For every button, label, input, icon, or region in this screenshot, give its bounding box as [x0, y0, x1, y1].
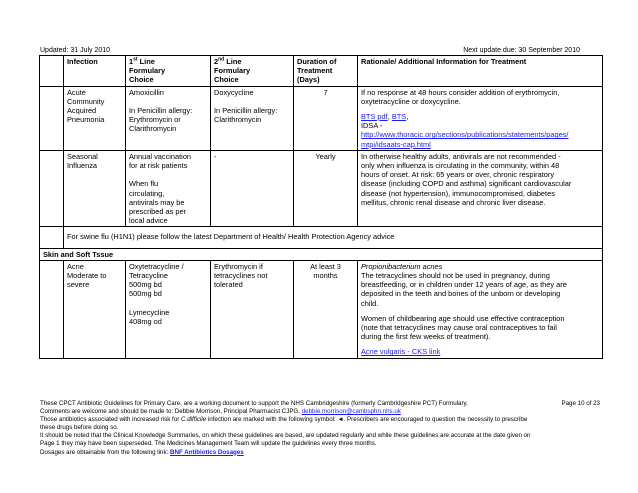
header-line	[40, 47, 598, 54]
header-rationale: Rationale/ Additional Information for Treatment	[358, 56, 603, 87]
table-row	[40, 227, 603, 248]
section-row	[40, 248, 603, 260]
organism-name: Propionibacterium acnes	[361, 261, 443, 271]
duration-cell: Yearly	[294, 150, 358, 227]
table-header-row	[40, 56, 603, 87]
infection-cell: Acute Community Acquired Pneumonia	[64, 86, 126, 150]
page-number: Page 10 of 23	[561, 400, 600, 407]
header-second-line: 2nd Line Formulary Choice	[211, 56, 294, 87]
blank-cell	[40, 56, 64, 87]
updated-date: Updated: 31 July 2010	[40, 47, 111, 54]
idsa-link[interactable]: http://www.thoracic.org/sections/publications/statements/pages/ mtpi/idsaats-cap.html	[361, 130, 569, 149]
header-infection: Infection	[64, 56, 126, 87]
rationale-cell: In otherwise healthy adults, antivirals are not recommended - only when influenza is circulating in the community, within 48 hours of onset. At risk: 65 years or over, chronic respiratory disease (including COPD and asthma) significant cardiovascular disease (not hypertension), immunocompromised, diabetes mellitus, chronic renal disease and chronic liver disease.	[358, 150, 603, 227]
header-duration: Duration of Treatment (Days)	[294, 56, 358, 87]
rationale-cell: If no response at 48 hours consider addition of erythromycin, oxytetracycline or doxycycline. BTS pdf, BTS, IDSA - http://www.thoracic.org/sections/publications/statements/pages/ mtpi/idsaats-cap.html	[358, 86, 603, 150]
second-line-cell: Erythromycin if tetracyclines not tolerated	[211, 260, 294, 358]
next-update-date: Next update due: 30 September 2010	[463, 47, 580, 54]
bts-pdf-link[interactable]: BTS pdf	[361, 112, 388, 122]
rationale-cell: Propionibacterium acnes The tetracyclines should not be used in pregnancy, during breastfeeding, or in children under 12 years of age, as they are deposited in the teeth and bones of the unborn or developing child. Women of childbearing age should use effective contraception (note that tetracyclines may cause oral contraceptives to fail during the first few weeks of treatment). Acne vulgaris - CKS link	[358, 260, 603, 358]
bts-link[interactable]: BTS	[391, 112, 407, 122]
section-title: Skin and Soft Tssue	[40, 248, 603, 260]
header-first-line: 1st Line Formulary Choice	[126, 56, 211, 87]
infection-cell: Seasonal Influenza	[64, 150, 126, 227]
infection-cell: Acne Moderate to severe	[64, 260, 126, 358]
first-line-cell: Oxytetracycline / Tetracycline 500mg bd 500mg bd Lymecycline 408mg od	[126, 260, 211, 358]
swine-flu-note: For swine flu (H1N1) please follow the latest Department of Health/ Health Protection Agency advice	[64, 227, 603, 248]
acne-cks-link[interactable]: Acne vulgaris - CKS link	[361, 347, 441, 357]
blank-cell	[40, 150, 64, 227]
antibiotic-table	[39, 55, 603, 359]
footer: These CPCT Antibiotic Guidelines for Primary Care, are a working document to support the NHS Cambridgeshire (formerly Cambridgeshire PCT) Formulary. Page 10 of 23 Comments are welcome and should be made to: Debbie Morrison, Principal Pharmacist CJPG, debbie.morrison@cambsphn.nhs.uk Those antibiotics associated with increased risk for C.difficile infection are marked with the following symbol: ◄. Prescribers are encouraged to question the necessity to prescribe these drugs before doing so. It should be noted that the Clinical Knowledge Summaries, on which these guidelines are based, are updated regularly and while these guidelines are accurate at the date given on Page 1 they may have been superseded. The Medicines Management Team will update the guidelines every three months. Dosages are obtainable from the following link: BNF Antibiotics Dosages	[40, 400, 600, 456]
blank-cell	[40, 86, 64, 150]
table-row	[40, 86, 603, 150]
duration-cell: 7	[294, 86, 358, 150]
duration-cell: At least 3 months	[294, 260, 358, 358]
second-line-cell: Doxycycline In Penicillin allergy: Clarithromycin	[211, 86, 294, 150]
second-line-cell: -	[211, 150, 294, 227]
email-link[interactable]: debbie.morrison@cambsphn.nhs.uk	[301, 408, 401, 416]
table-row	[40, 150, 603, 227]
first-line-cell: Annual vaccination for at risk patients When flu circulating, antivirals may be prescribed as per local advice	[126, 150, 211, 227]
table-row	[40, 260, 603, 358]
blank-cell	[40, 260, 64, 358]
blank-cell	[40, 227, 64, 248]
first-line-cell: Amoxicillin In Penicillin allergy: Erythromycin or Clarithromycin	[126, 86, 211, 150]
bnf-link[interactable]: BNF Antibiotics Dosages	[170, 448, 244, 456]
